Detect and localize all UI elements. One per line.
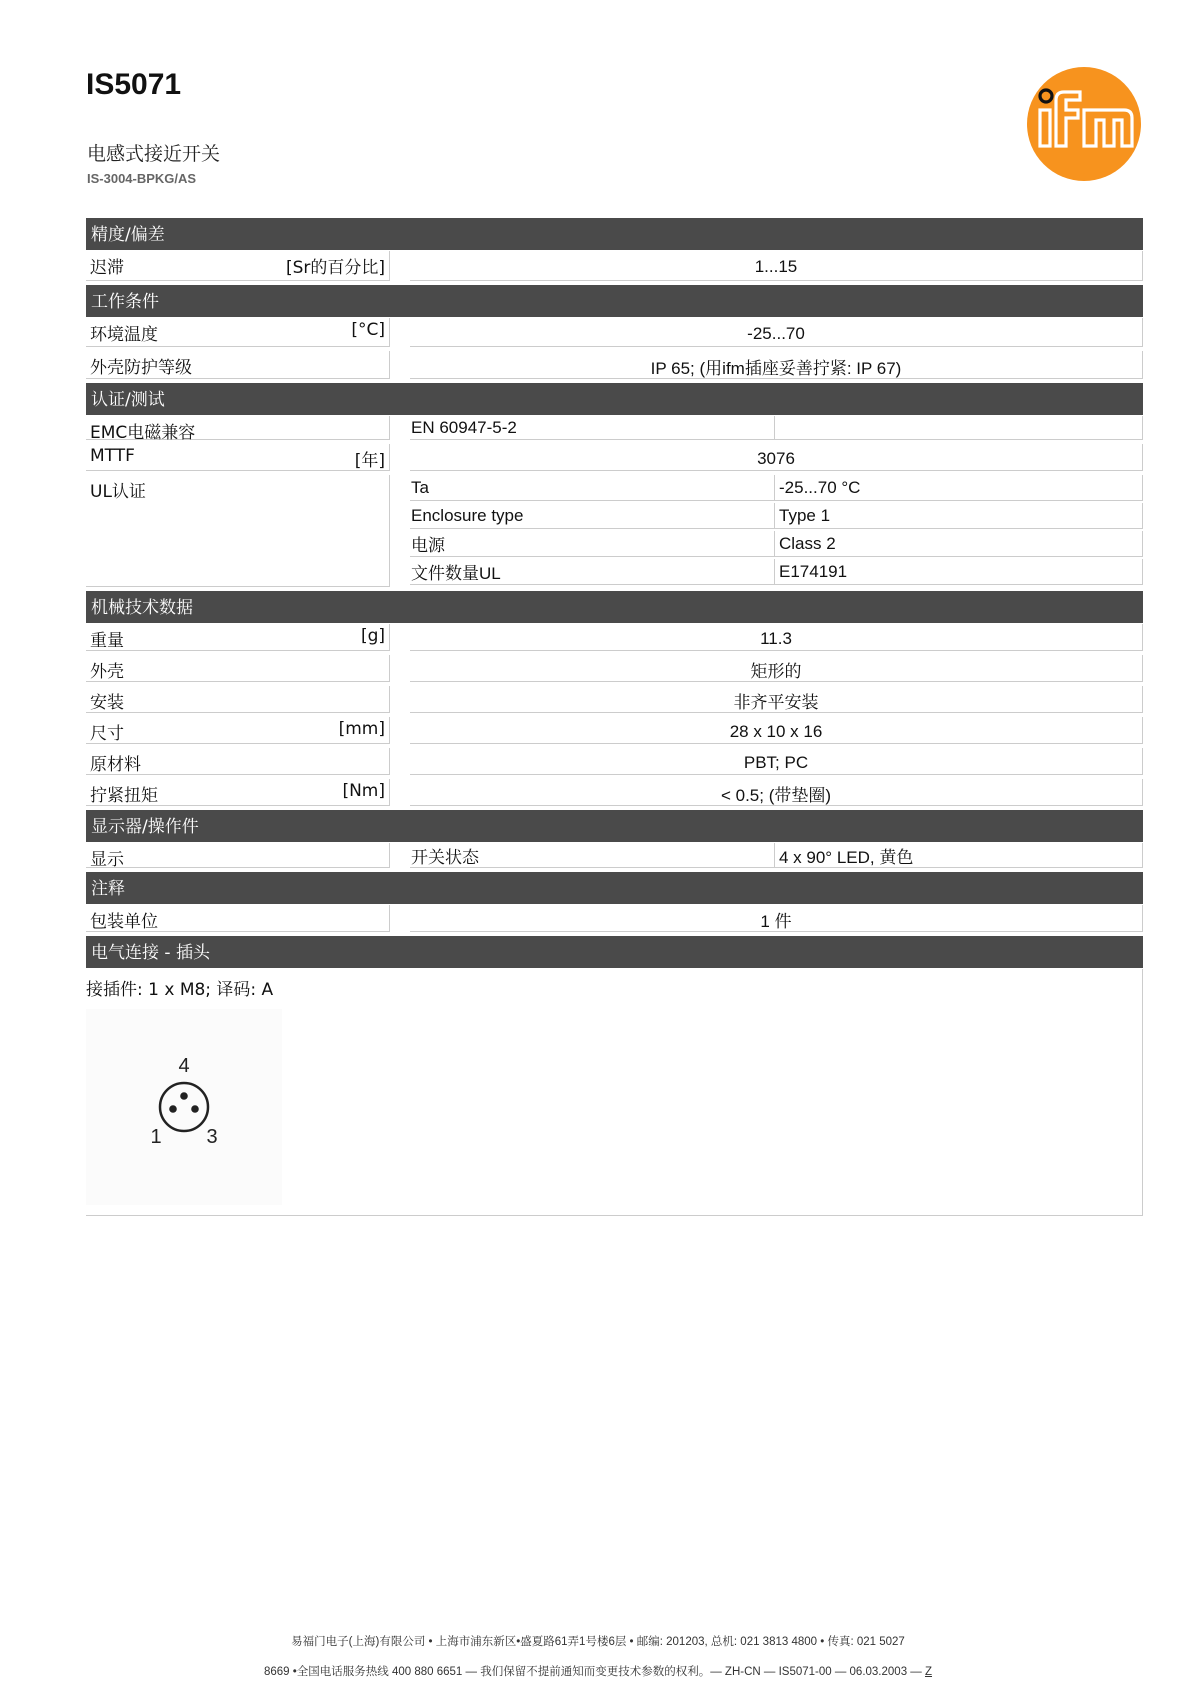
- pin-diagram: [86, 1009, 282, 1205]
- section-display: 显示器/操作件: [86, 810, 1143, 842]
- pin-1: [169, 1105, 177, 1113]
- row-housing: 外壳 矩形的: [86, 655, 1143, 682]
- section-approvals: 认证/测试: [86, 383, 1143, 415]
- row-packaging: 包装单位 1 件: [86, 905, 1143, 932]
- display-value: 4 x 90° LED, 黄色: [775, 843, 1143, 868]
- connection-box: [86, 969, 1143, 1216]
- value-hysteresis: 1...15: [410, 251, 1143, 281]
- pin-4: [180, 1092, 188, 1100]
- value-weight: 11.3: [410, 624, 1143, 651]
- row-ul: UL认证 Ta -25...70 °C Enclosure type Type 1 电源 Class 2 文件数量UL E174191: [86, 475, 1143, 587]
- svg-text:ifm: ifm: [1083, 174, 1085, 175]
- row-emc: EMC电磁兼容 EN 60947-5-2: [86, 416, 1143, 440]
- pin-label-3: 3: [206, 1126, 218, 1148]
- ifm-logo: [1026, 66, 1142, 182]
- section-electrical: 电气连接 - 插头: [86, 936, 1143, 968]
- product-type: 电感式接近开关: [87, 143, 221, 165]
- display-key: 开关状态: [410, 843, 775, 868]
- value-packaging: 1 件: [410, 905, 1143, 932]
- value-mounting: 非齐平安装: [410, 686, 1143, 713]
- row-ambient-temp: 环境温度 [°C] -25...70: [86, 318, 1143, 347]
- ul-row-enclosure: Enclosure type Type 1: [410, 503, 1143, 529]
- value-ambient-temp: -25...70: [410, 318, 1143, 347]
- value-dimensions: 28 x 10 x 16: [410, 717, 1143, 744]
- pin-label-1: 1: [150, 1126, 162, 1148]
- row-weight: 重量 [g] 11.3: [86, 624, 1143, 651]
- value-housing: 矩形的: [410, 655, 1143, 682]
- ul-row-power: 电源 Class 2: [410, 531, 1143, 557]
- article-name: IS-3004-BPKG/AS: [87, 171, 197, 186]
- section-mechanical: 机械技术数据: [86, 591, 1143, 623]
- section-accuracy: 精度/偏差: [86, 218, 1143, 250]
- row-mounting: 安装 非齐平安装: [86, 686, 1143, 713]
- value-mttf: 3076: [410, 444, 1143, 471]
- section-remarks: 注释: [86, 872, 1143, 904]
- row-hysteresis: 迟滞 [Sr的百分比] 1...15: [86, 251, 1143, 281]
- ul-row-file: 文件数量UL E174191: [410, 559, 1143, 585]
- ul-row-ta: Ta -25...70 °C: [410, 475, 1143, 501]
- value-emc: EN 60947-5-2: [410, 416, 775, 440]
- pin-3: [191, 1105, 199, 1113]
- datasheet: [86, 218, 1143, 1216]
- row-materials: 原材料 PBT; PC: [86, 748, 1143, 775]
- row-dimensions: 尺寸 [mm] 28 x 10 x 16: [86, 717, 1143, 744]
- value-protection: IP 65; (用ifm插座妥善拧紧: IP 67): [410, 351, 1143, 379]
- pin-label-4: 4: [178, 1055, 190, 1077]
- footer-address: 易福门电子(上海)有限公司 • 上海市浦东新区•盛夏路61弄1号楼6层 • 邮编: 201203, 总机: 021 3813 4800 • 传真: 021 5027: [291, 1636, 905, 1648]
- product-code: IS5071: [86, 68, 182, 101]
- value-materials: PBT; PC: [410, 748, 1143, 775]
- value-torque: < 0.5; (带垫圈): [410, 779, 1143, 806]
- section-operating: 工作条件: [86, 285, 1143, 317]
- row-mttf: MTTF [年] 3076: [86, 444, 1143, 471]
- row-torque: 拧紧扭矩 [Nm] < 0.5; (带垫圈): [86, 779, 1143, 806]
- connector-spec: 接插件: 1 x M8; 译码: A: [86, 980, 274, 1000]
- row-display: 显示 开关状态 4 x 90° LED, 黄色: [86, 843, 1143, 868]
- row-protection: 外壳防护等级 IP 65; (用ifm插座妥善拧紧: IP 67): [86, 351, 1143, 379]
- footer-legal: 8669 •全国电话服务热线 400 880 6651 — 我们保留不提前通知而变更技术参数的权利。— ZH-CN — IS5071-00 — 06.03.2003 — Z: [263, 1666, 933, 1678]
